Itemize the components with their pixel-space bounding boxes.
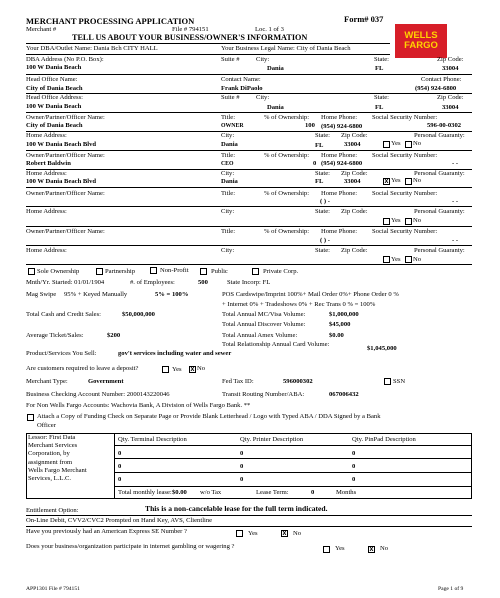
owner2-city-field[interactable]: Dania: [221, 178, 238, 185]
owner1-zip-field[interactable]: 33004: [344, 141, 361, 148]
city-label: City:: [256, 94, 270, 101]
dba-address-field[interactable]: 100 W Dania Beach: [26, 64, 82, 71]
amex-label: Total Annual Amex Volume:: [222, 332, 298, 339]
avg-ticket-field[interactable]: $200: [107, 332, 121, 339]
owner4-ssn-field[interactable]: - -: [452, 237, 459, 244]
dba-outlet-name[interactable]: Your DBA/Outlet Name: Dania Bch CITY HALL: [26, 45, 158, 52]
ssn-label: Social Security Number:: [372, 228, 438, 235]
terminal-qty-row2[interactable]: 0: [118, 463, 122, 470]
ownership-label: % of Ownership:: [264, 190, 310, 197]
divider: [26, 187, 472, 188]
total-cash-label: Total Cash and Credit Sales:: [26, 311, 101, 318]
lease-term-field[interactable]: 0: [311, 489, 315, 496]
divider: [114, 486, 472, 487]
owner1-title-field[interactable]: OWNER: [221, 123, 244, 129]
public-label: Public: [211, 268, 228, 275]
contact-phone-label: Contact Phone:: [421, 76, 462, 83]
lease-term-label: Lease Term:: [256, 489, 289, 496]
without-tax-label: w/o Tax: [200, 489, 222, 496]
home-phone-label: Home Phone:: [321, 228, 358, 235]
owner2-guaranty-yes-checkbox[interactable]: x: [384, 178, 389, 185]
owner-name-label: Owner/Partner/Officer Name:: [26, 190, 105, 197]
no-label: No: [380, 545, 389, 552]
location-count: Loc. 1 of 3: [255, 26, 284, 33]
noncancelable-notice: This is a non-cancelable lease for the full term indicated.: [145, 504, 328, 513]
owner3-phone-field[interactable]: ( ) -: [320, 198, 330, 205]
pinpad-qty-row2[interactable]: 0: [352, 463, 356, 470]
printer-qty-row1[interactable]: 0: [240, 450, 244, 457]
owner1-ssn-field[interactable]: 596-00-0302: [427, 122, 462, 129]
state-label: State:: [315, 170, 331, 177]
products-field[interactable]: gov't services including water and sewer: [118, 350, 232, 357]
nonprofit-checkbox[interactable]: [150, 267, 157, 274]
keyed-pct[interactable]: 5% = 100%: [155, 291, 189, 298]
months-label: Months: [336, 489, 357, 496]
ssn-checkbox-label: SSN: [393, 378, 406, 385]
lessor-info: Lessor: First Data Merchant Services Corporation, by assignment from Wells Fargo Merchant Services, L.L.C.: [28, 434, 87, 483]
mc-visa-field[interactable]: $1,000,000: [329, 311, 359, 318]
home-address-label: Home Address:: [26, 208, 67, 215]
discover-label: Total Annual Discover Volume:: [222, 321, 306, 328]
total-lease-field[interactable]: $0.00: [172, 489, 187, 496]
owner3-ssn-field[interactable]: - -: [452, 198, 459, 205]
yes-label: Yes: [172, 366, 182, 373]
owner4-guaranty-yes-checkbox[interactable]: [383, 256, 390, 263]
transit-field[interactable]: 067006432: [329, 391, 359, 398]
divider: [114, 472, 472, 473]
head-office-address-field[interactable]: 100 W Dania Beach: [26, 103, 82, 110]
owner-name-label: Owner/Partner/Officer Name:: [26, 228, 105, 235]
city-label: City:: [221, 208, 235, 215]
ownership-label: % of Ownership:: [264, 152, 310, 159]
dba-zip-field[interactable]: 33004: [442, 65, 459, 72]
divider: [26, 526, 472, 527]
checking-account[interactable]: Business Checking Account Number: 2000143220046: [26, 391, 170, 398]
employees-label: #. of Employees:: [130, 279, 175, 286]
deposit-question: Are customers required to leave a deposit?: [26, 365, 139, 372]
file-number: File # 794151: [172, 26, 209, 33]
zip-label: Zip Code:: [341, 132, 368, 139]
terminal-column-header: Qty. Terminal Description: [118, 436, 187, 443]
yes-label: Yes: [391, 217, 401, 224]
home-phone-label: Home Phone:: [321, 114, 358, 121]
fed-tax-label: Fed Tax ID:: [222, 378, 254, 385]
sole-ownership-checkbox[interactable]: [28, 268, 35, 275]
title-label: Title:: [221, 114, 236, 121]
personal-guaranty-label: Personal Guaranty:: [414, 170, 465, 177]
owner1-ownership-field[interactable]: 100: [305, 122, 315, 129]
contact-name-field[interactable]: Frank DiPaolo: [221, 85, 263, 92]
suite-label: Suite #: [221, 94, 240, 101]
personal-guaranty-label: Personal Guaranty:: [414, 132, 465, 139]
owner2-zip-field[interactable]: 33004: [344, 178, 361, 185]
ssn-label: Social Security Number:: [372, 190, 438, 197]
owner2-name-field[interactable]: Robert Baldwin: [26, 160, 71, 167]
total-lease-label: Total monthly lease:: [118, 489, 172, 496]
state-label: State:: [315, 247, 331, 254]
no-label: No: [413, 256, 422, 263]
home-address-label: Home Address:: [26, 247, 67, 254]
head-office-name-field[interactable]: City of Dania Beach: [26, 85, 83, 92]
private-corp-label: Private Corp.: [263, 268, 299, 275]
home-address-label: Home Address:: [26, 132, 67, 139]
divider: [114, 445, 472, 446]
state-label: State:: [315, 132, 331, 139]
attach-check-checkbox[interactable]: [27, 414, 34, 421]
entitlement-label: Entitlement Option:: [26, 507, 79, 514]
gambling-no-checkbox[interactable]: x: [369, 546, 374, 553]
owner3-guaranty-yes-checkbox[interactable]: [383, 218, 390, 225]
head-office-city-field[interactable]: Dania: [267, 104, 284, 111]
title-label: Title:: [221, 190, 236, 197]
sole-ownership-label: Sole Ownership: [37, 268, 80, 275]
ownership-label: % of Ownership:: [264, 114, 310, 121]
yes-label: Yes: [391, 177, 401, 184]
divider: [26, 169, 472, 170]
city-label: City:: [221, 170, 235, 177]
contact-phone-field[interactable]: (954) 924-6800: [415, 85, 457, 92]
home-phone-label: Home Phone:: [321, 190, 358, 197]
merchant-type-label: Merchant Type:: [26, 378, 68, 385]
contact-name-label: Contact Name:: [221, 76, 261, 83]
divider: [26, 150, 472, 151]
owner3-guaranty-no-checkbox[interactable]: [405, 218, 412, 225]
application-id: APP1301 File # 794151: [26, 586, 80, 592]
yes-label: Yes: [335, 545, 345, 552]
partnership-checkbox[interactable]: [96, 268, 103, 275]
title-label: Title:: [221, 152, 236, 159]
section-title: TELL US ABOUT YOUR BUSINESS/OWNER'S INFORMATION: [72, 33, 308, 42]
city-label: City:: [256, 56, 270, 63]
divider: [114, 433, 115, 499]
head-office-name-label: Head Office Name:: [26, 76, 78, 83]
city-label: City:: [221, 132, 235, 139]
amex-question: Have you previously had an American Express SE Number ?: [26, 528, 187, 535]
total-cash-field[interactable]: $50,000,000: [122, 311, 155, 318]
divider: [114, 458, 472, 459]
transit-label: Transit Routing Number/ABA:: [222, 391, 305, 398]
pinpad-qty-row1[interactable]: 0: [352, 450, 356, 457]
products-label: Product/Services You Sell:: [26, 350, 97, 357]
dba-city-field[interactable]: Dania: [267, 65, 284, 72]
state-label: State:: [315, 208, 331, 215]
divider: [26, 74, 472, 75]
owner1-name-field[interactable]: City of Dania Beach: [26, 122, 83, 129]
merchant-number-label: Merchant #: [26, 26, 57, 33]
mc-visa-label: Total Annual MC/Visa Volume:: [222, 311, 306, 318]
ssn-label: Social Security Number:: [372, 152, 438, 159]
gambling-question: Does your business/organization participate in internet gambling or wagering ?: [26, 543, 235, 550]
divider: [26, 226, 472, 227]
head-office-address-label: Head Office Address:: [26, 94, 84, 101]
fed-tax-field[interactable]: 596000302: [283, 378, 313, 385]
divider: [26, 245, 472, 246]
form-title: MERCHANT PROCESSING APPLICATION: [26, 16, 195, 26]
ssn-label: Social Security Number:: [372, 114, 438, 121]
pinpad-qty-row3[interactable]: 0: [352, 476, 356, 483]
state-label: State:: [374, 94, 390, 101]
yes-label: Yes: [248, 530, 258, 537]
month-year-started[interactable]: Mnth/Yr. Started: 01/01/1904: [26, 279, 105, 286]
mag-swipe-pct[interactable]: 95% + Keyed Manually: [64, 291, 128, 298]
mag-swipe-label: Mag Swipe: [26, 291, 57, 298]
divider: [26, 54, 390, 55]
owner4-guaranty-no-checkbox[interactable]: [405, 256, 412, 263]
private-corp-checkbox[interactable]: [252, 268, 259, 275]
yes-label: Yes: [391, 140, 401, 147]
owner2-ssn-field[interactable]: - -: [452, 160, 459, 167]
dba-address-label: DBA Address (No P.O. Box):: [26, 56, 104, 63]
owner1-state-field[interactable]: FL: [315, 142, 324, 149]
owner1-address-field[interactable]: 100 W Dania Beach Blvd: [26, 141, 97, 148]
zip-label: Zip Code:: [341, 170, 368, 177]
owner2-state-field[interactable]: FL: [315, 178, 324, 185]
nonprofit-label: Non-Profit: [160, 267, 189, 274]
owner-name-label: Owner/Partner/Officer Name:: [26, 152, 105, 159]
amex-yes-checkbox[interactable]: [236, 530, 243, 537]
form-number: Form# 037: [344, 14, 384, 24]
internet-line[interactable]: + Internet 0% + Tradeshows 0% + Rec Trans 0 % = 100%: [222, 301, 376, 308]
ssn-checkbox[interactable]: [384, 378, 391, 385]
city-label: City:: [221, 247, 235, 254]
attach-check-text-2: Officer: [37, 422, 56, 429]
public-checkbox[interactable]: [200, 268, 207, 275]
amex-no-checkbox[interactable]: x: [282, 530, 287, 537]
printer-qty-row2[interactable]: 0: [240, 463, 244, 470]
suite-label: Suite #: [221, 56, 240, 63]
wells-fargo-logo: WELLS FARGO: [395, 24, 447, 58]
no-label: No: [413, 177, 422, 184]
dba-state-field[interactable]: FL: [375, 65, 384, 72]
yes-label: Yes: [391, 256, 401, 263]
owner1-guaranty-yes-checkbox[interactable]: [383, 141, 390, 148]
terminal-qty-row3[interactable]: 0: [118, 476, 122, 483]
terminal-qty-row1[interactable]: 0: [118, 450, 122, 457]
divider: [26, 112, 472, 113]
no-label: No: [413, 217, 422, 224]
owner1-city-field[interactable]: Dania: [221, 141, 238, 148]
state-incorporated[interactable]: State Incorp: FL: [227, 279, 271, 286]
deposit-no-checkbox[interactable]: x: [190, 366, 195, 373]
pos-cardswipe-line[interactable]: POS Cardswipe/Imprint 100%+ Mail Order 0%+ Phone Order 0 %: [222, 291, 399, 298]
head-office-state-field[interactable]: FL: [375, 104, 384, 111]
owner1-phone-field[interactable]: (954) 924-6800: [321, 123, 363, 130]
no-label: No: [197, 365, 206, 372]
business-legal-name[interactable]: Your Business Legal Name: City of Dania Beach: [221, 45, 351, 52]
divider: [26, 43, 390, 44]
owner4-phone-field[interactable]: ( ) -: [320, 237, 330, 244]
avg-ticket-label: Average Ticket/Sales:: [26, 332, 84, 339]
divider: [26, 131, 472, 132]
merchant-type-field[interactable]: Government: [88, 378, 124, 385]
partnership-label: Partnership: [105, 268, 136, 275]
pinpad-column-header: Qty. PinPad Description: [352, 436, 416, 443]
no-label: No: [413, 140, 422, 147]
owner1-guaranty-no-checkbox[interactable]: [405, 141, 412, 148]
home-phone-label: Home Phone:: [321, 152, 358, 159]
owner2-title-field[interactable]: CEO: [221, 161, 234, 167]
divider: [26, 264, 472, 265]
personal-guaranty-label: Personal Guaranty:: [414, 208, 465, 215]
page-number: Page 1 of 9: [438, 586, 464, 592]
personal-guaranty-label: Personal Guaranty:: [414, 247, 465, 254]
printer-column-header: Qty. Printer Description: [240, 436, 304, 443]
ownership-label: % of Ownership:: [264, 228, 310, 235]
printer-qty-row3[interactable]: 0: [240, 476, 244, 483]
owner2-phone-field[interactable]: (954) 924-6800: [321, 160, 363, 167]
zip-label: Zip Code:: [341, 208, 368, 215]
discover-field[interactable]: $45,000: [329, 321, 351, 328]
state-label: State:: [374, 56, 390, 63]
divider: [26, 515, 472, 516]
online-debit-text: On-Line Debit, CVV2/CVC2 Prompted on Hand Key, AVS, Clientline: [26, 517, 213, 524]
employees-field[interactable]: 500: [198, 279, 208, 286]
owner2-ownership-field[interactable]: 0: [313, 160, 317, 167]
head-office-zip-field[interactable]: 33004: [442, 104, 459, 111]
home-address-label: Home Address:: [26, 170, 67, 177]
divider: [26, 93, 472, 94]
relationship-volume-label: Total Relationship Annual Card Volume:: [222, 341, 330, 348]
owner2-guaranty-no-checkbox[interactable]: [405, 178, 412, 185]
relationship-volume-field[interactable]: $1,045,000: [367, 345, 397, 352]
no-label: No: [293, 530, 302, 537]
owner-name-label: Owner/Partner/Officer Name:: [26, 114, 105, 121]
owner2-address-field[interactable]: 100 W Dania Beach Blvd: [26, 178, 97, 185]
attach-check-text: Attach a Copy of Funding Check on Separate Page or Provide Blank Letterhead / Logo with Typed ABA / DDA Signed by a Bank: [37, 413, 381, 420]
amex-field[interactable]: $0.00: [329, 332, 344, 339]
title-label: Title:: [221, 228, 236, 235]
zip-label: Zip Code:: [437, 56, 464, 63]
deposit-yes-checkbox[interactable]: [162, 366, 169, 373]
divider: [26, 206, 472, 207]
non-wells-accounts: For Non Wells Fargo Accounts: Wachovia Bank, A Division of Wells Fargo Bank. **: [26, 402, 251, 409]
zip-label: Zip Code:: [341, 247, 368, 254]
gambling-yes-checkbox[interactable]: [323, 546, 330, 553]
zip-label: Zip Code:: [437, 94, 464, 101]
